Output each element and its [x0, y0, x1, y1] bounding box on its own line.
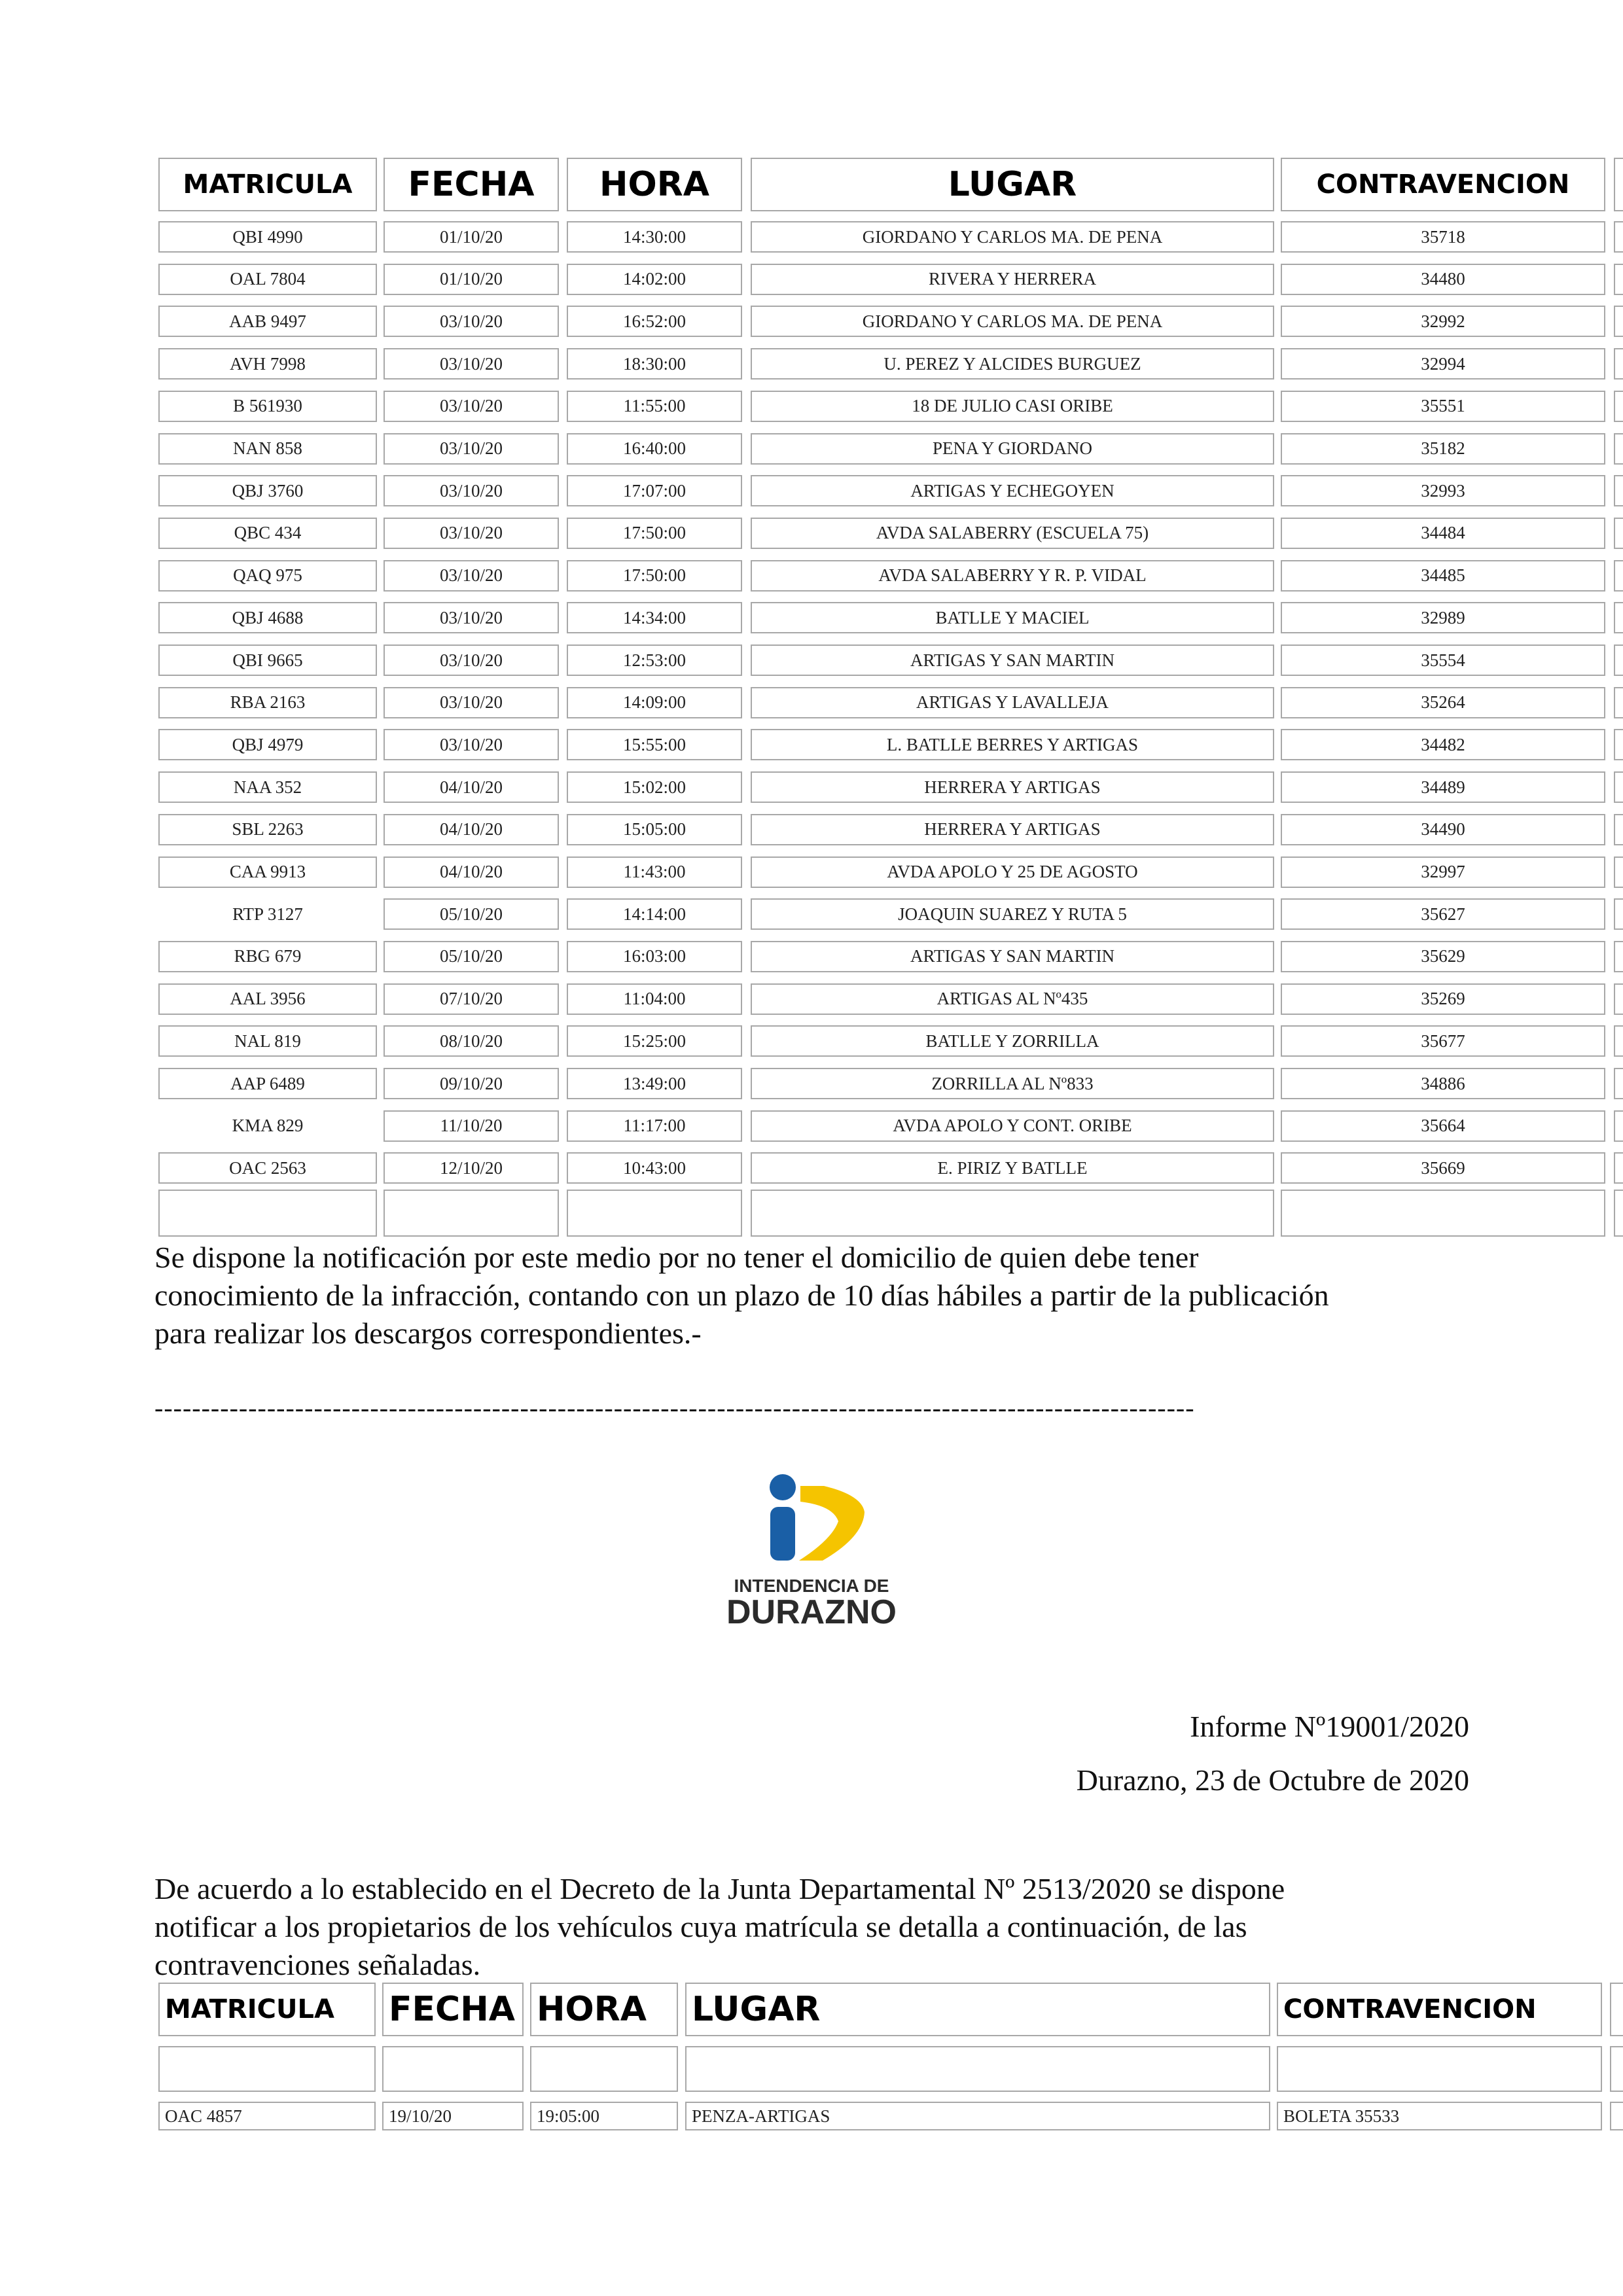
cell-clipped-column [1610, 2046, 1623, 2092]
cell-contravencion [1281, 1190, 1605, 1237]
cell-matricula: QBJ 4979 [158, 729, 377, 760]
cell-fecha: 04/10/20 [383, 771, 559, 803]
cell-clipped-column [1614, 391, 1623, 422]
cell-lugar: AVDA APOLO Y 25 DE AGOSTO [751, 857, 1274, 888]
cell-fecha: 19/10/20 [382, 2102, 524, 2130]
cell-contravencion: 35669 [1281, 1152, 1605, 1184]
dashed-separator: --------------------------------------------------------------------------------------------------------------- [154, 1393, 1195, 1422]
intro-line: notificar a los propietarios de los vehículos cuya matrícula se detalla a continuación, de las [154, 1910, 1247, 1943]
cell-clipped-column [1614, 1152, 1623, 1184]
cell-matricula: CAA 9913 [158, 857, 377, 888]
cell-clipped-column [1614, 475, 1623, 506]
cell-fecha: 03/10/20 [383, 391, 559, 422]
cell-hora: 16:03:00 [567, 941, 742, 972]
cell-lugar: HERRERA Y ARTIGAS [751, 771, 1274, 803]
cell-lugar: HERRERA Y ARTIGAS [751, 814, 1274, 845]
header-hora: HORA [530, 1983, 678, 2036]
header-matricula: MATRICULA [158, 158, 377, 211]
header-clipped-column [1610, 1983, 1623, 2036]
cell-clipped-column [1614, 771, 1623, 803]
cell-hora: 19:05:00 [530, 2102, 678, 2130]
cell-lugar: ARTIGAS Y SAN MARTIN [751, 941, 1274, 972]
cell-fecha: 03/10/20 [383, 306, 559, 337]
cell-lugar: ARTIGAS Y SAN MARTIN [751, 645, 1274, 676]
cell-hora: 17:07:00 [567, 475, 742, 506]
cell-fecha: 03/10/20 [383, 645, 559, 676]
cell-contravencion: 32992 [1281, 306, 1605, 337]
cell-lugar: L. BATLLE BERRES Y ARTIGAS [751, 729, 1274, 760]
cell-matricula [158, 1190, 377, 1237]
cell-lugar: 18 DE JULIO CASI ORIBE [751, 391, 1274, 422]
cell-lugar: GIORDANO Y CARLOS MA. DE PENA [751, 221, 1274, 253]
logo-mark-icon [770, 1474, 865, 1561]
cell-lugar: ZORRILLA AL Nº833 [751, 1068, 1274, 1099]
cell-contravencion: 34485 [1281, 560, 1605, 592]
cell-clipped-column [1614, 941, 1623, 972]
cell-fecha: 05/10/20 [383, 898, 559, 930]
header-clipped-column [1614, 158, 1623, 211]
cell-hora: 13:49:00 [567, 1068, 742, 1099]
cell-hora: 12:53:00 [567, 645, 742, 676]
cell-hora: 14:02:00 [567, 264, 742, 295]
cell-fecha: 03/10/20 [383, 560, 559, 592]
cell-fecha: 03/10/20 [383, 475, 559, 506]
cell-matricula: NAA 352 [158, 771, 377, 803]
cell-clipped-column [1614, 433, 1623, 465]
cell-clipped-column [1614, 264, 1623, 295]
notice-line: conocimiento de la infracción, contando con un plazo de 10 días hábiles a partir de la publicación [154, 1279, 1329, 1312]
cell-contravencion: 34482 [1281, 729, 1605, 760]
cell-matricula [158, 2046, 376, 2092]
cell-fecha: 11/10/20 [383, 1110, 559, 1142]
cell-lugar: GIORDANO Y CARLOS MA. DE PENA [751, 306, 1274, 337]
cell-hora: 15:55:00 [567, 729, 742, 760]
cell-clipped-column [1614, 221, 1623, 253]
cell-matricula: OAL 7804 [158, 264, 377, 295]
header-matricula: MATRICULA [158, 1983, 376, 2036]
cell-matricula: KMA 829 [232, 1116, 304, 1136]
header-lugar: LUGAR [685, 1983, 1270, 2036]
cell-matricula: QBC 434 [158, 518, 377, 549]
cell-contravencion: 34480 [1281, 264, 1605, 295]
cell-clipped-column [1614, 1110, 1623, 1142]
logo-text-line1: INTENDENCIA DE [734, 1576, 889, 1596]
cell-matricula: RTP 3127 [232, 904, 303, 924]
cell-lugar: ARTIGAS Y LAVALLEJA [751, 687, 1274, 718]
cell-contravencion: 34490 [1281, 814, 1605, 845]
cell-fecha: 03/10/20 [383, 433, 559, 465]
cell-hora: 18:30:00 [567, 348, 742, 380]
cell-fecha: 01/10/20 [383, 264, 559, 295]
cell-lugar: PENZA-ARTIGAS [685, 2102, 1270, 2130]
cell-contravencion: 35269 [1281, 983, 1605, 1015]
cell-lugar: ARTIGAS AL Nº435 [751, 983, 1274, 1015]
intro-line: De acuerdo a lo establecido en el Decreto de la Junta Departamental Nº 2513/2020 se dispone [154, 1872, 1285, 1905]
notice-paragraph [154, 1239, 1496, 1352]
cell-lugar: E. PIRIZ Y BATLLE [751, 1152, 1274, 1184]
cell-contravencion: 32994 [1281, 348, 1605, 380]
header-fecha: FECHA [382, 1983, 524, 2036]
cell-lugar [685, 2046, 1270, 2092]
cell-lugar: AVDA APOLO Y CONT. ORIBE [751, 1110, 1274, 1142]
cell-matricula: AAB 9497 [158, 306, 377, 337]
intendencia-durazno-logo [717, 1469, 906, 1633]
cell-clipped-column [1614, 1068, 1623, 1099]
cell-fecha: 04/10/20 [383, 814, 559, 845]
header-hora: HORA [567, 158, 742, 211]
cell-matricula: RBG 679 [158, 941, 377, 972]
cell-lugar: BATLLE Y ZORRILLA [751, 1025, 1274, 1057]
cell-contravencion: 34489 [1281, 771, 1605, 803]
cell-fecha: 05/10/20 [383, 941, 559, 972]
cell-lugar: BATLLE Y MACIEL [751, 602, 1274, 633]
cell-matricula: NAN 858 [158, 433, 377, 465]
cell-clipped-column [1610, 2102, 1623, 2130]
cell-contravencion: 35264 [1281, 687, 1605, 718]
cell-clipped-column [1614, 1190, 1623, 1237]
cell-matricula: QBJ 3760 [158, 475, 377, 506]
cell-hora: 14:34:00 [567, 602, 742, 633]
cell-fecha: 04/10/20 [383, 857, 559, 888]
cell-matricula: B 561930 [158, 391, 377, 422]
cell-clipped-column [1614, 1025, 1623, 1057]
cell-contravencion: 32989 [1281, 602, 1605, 633]
cell-fecha: 03/10/20 [383, 348, 559, 380]
cell-hora: 14:30:00 [567, 221, 742, 253]
cell-hora: 11:43:00 [567, 857, 742, 888]
cell-fecha: 03/10/20 [383, 729, 559, 760]
cell-fecha: 03/10/20 [383, 687, 559, 718]
cell-contravencion: 35677 [1281, 1025, 1605, 1057]
cell-fecha: 08/10/20 [383, 1025, 559, 1057]
cell-clipped-column [1614, 687, 1623, 718]
cell-lugar [751, 1190, 1274, 1237]
cell-hora: 11:55:00 [567, 391, 742, 422]
cell-matricula: SBL 2263 [158, 814, 377, 845]
cell-contravencion: 34484 [1281, 518, 1605, 549]
cell-lugar: U. PEREZ Y ALCIDES BURGUEZ [751, 348, 1274, 380]
cell-matricula: OAC 4857 [158, 2102, 376, 2130]
cell-clipped-column [1614, 729, 1623, 760]
cell-contravencion: 35554 [1281, 645, 1605, 676]
cell-matricula: AAP 6489 [158, 1068, 377, 1099]
cell-hora: 15:25:00 [567, 1025, 742, 1057]
cell-hora: 11:04:00 [567, 983, 742, 1015]
cell-matricula: AAL 3956 [158, 983, 377, 1015]
report-number: Informe Nº19001/2020 [1190, 1710, 1469, 1743]
cell-matricula: OAC 2563 [158, 1152, 377, 1184]
cell-matricula: QAQ 975 [158, 560, 377, 592]
cell-hora: 11:17:00 [567, 1110, 742, 1142]
cell-clipped-column [1614, 306, 1623, 337]
cell-contravencion: 32997 [1281, 857, 1605, 888]
cell-fecha: 01/10/20 [383, 221, 559, 253]
cell-matricula: QBI 4990 [158, 221, 377, 253]
intro-paragraph [154, 1870, 1496, 1984]
cell-clipped-column [1614, 560, 1623, 592]
cell-lugar: JOAQUIN SUAREZ Y RUTA 5 [751, 898, 1274, 930]
cell-clipped-column [1614, 983, 1623, 1015]
notice-line: para realizar los descargos correspondientes.- [154, 1316, 702, 1350]
cell-contravencion: 35664 [1281, 1110, 1605, 1142]
cell-contravencion: 32993 [1281, 475, 1605, 506]
cell-matricula: RBA 2163 [158, 687, 377, 718]
cell-lugar: PENA Y GIORDANO [751, 433, 1274, 465]
cell-clipped-column [1614, 814, 1623, 845]
cell-contravencion: 34886 [1281, 1068, 1605, 1099]
cell-fecha: 09/10/20 [383, 1068, 559, 1099]
header-contravencion: CONTRAVENCION [1277, 1983, 1602, 2036]
intro-line: contravenciones señaladas. [154, 1948, 481, 1981]
cell-clipped-column [1614, 348, 1623, 380]
cell-fecha [382, 2046, 524, 2092]
cell-contravencion: 35718 [1281, 221, 1605, 253]
cell-hora: 17:50:00 [567, 518, 742, 549]
cell-contravencion: 35551 [1281, 391, 1605, 422]
cell-fecha: 03/10/20 [383, 602, 559, 633]
cell-lugar: AVDA SALABERRY Y R. P. VIDAL [751, 560, 1274, 592]
cell-lugar: RIVERA Y HERRERA [751, 264, 1274, 295]
cell-hora: 17:50:00 [567, 560, 742, 592]
cell-lugar: ARTIGAS Y ECHEGOYEN [751, 475, 1274, 506]
cell-hora: 16:52:00 [567, 306, 742, 337]
cell-hora: 10:43:00 [567, 1152, 742, 1184]
cell-contravencion [1277, 2046, 1602, 2092]
cell-matricula: NAL 819 [158, 1025, 377, 1057]
cell-fecha [383, 1190, 559, 1237]
report-date: Durazno, 23 de Octubre de 2020 [1076, 1763, 1469, 1797]
notice-line: Se dispone la notificación por este medio por no tener el domicilio de quien debe tener [154, 1241, 1199, 1274]
cell-clipped-column [1614, 602, 1623, 633]
cell-clipped-column [1614, 518, 1623, 549]
cell-fecha: 07/10/20 [383, 983, 559, 1015]
cell-fecha: 12/10/20 [383, 1152, 559, 1184]
cell-hora: 15:05:00 [567, 814, 742, 845]
cell-matricula: QBI 9665 [158, 645, 377, 676]
header-contravencion: CONTRAVENCION [1281, 158, 1605, 211]
cell-hora: 15:02:00 [567, 771, 742, 803]
cell-contravencion: BOLETA 35533 [1277, 2102, 1602, 2130]
cell-lugar: AVDA SALABERRY (ESCUELA 75) [751, 518, 1274, 549]
cell-hora [567, 1190, 742, 1237]
header-fecha: FECHA [383, 158, 559, 211]
cell-hora: 14:14:00 [567, 898, 742, 930]
cell-hora: 14:09:00 [567, 687, 742, 718]
cell-clipped-column [1614, 645, 1623, 676]
cell-fecha: 03/10/20 [383, 518, 559, 549]
cell-clipped-column [1614, 857, 1623, 888]
cell-hora [530, 2046, 678, 2092]
cell-hora: 16:40:00 [567, 433, 742, 465]
cell-contravencion: 35182 [1281, 433, 1605, 465]
logo-text-line2: DURAZNO [726, 1593, 897, 1631]
cell-matricula: QBJ 4688 [158, 602, 377, 633]
cell-contravencion: 35629 [1281, 941, 1605, 972]
cell-clipped-column [1614, 898, 1623, 930]
header-lugar: LUGAR [751, 158, 1274, 211]
cell-matricula: AVH 7998 [158, 348, 377, 380]
cell-contravencion: 35627 [1281, 898, 1605, 930]
